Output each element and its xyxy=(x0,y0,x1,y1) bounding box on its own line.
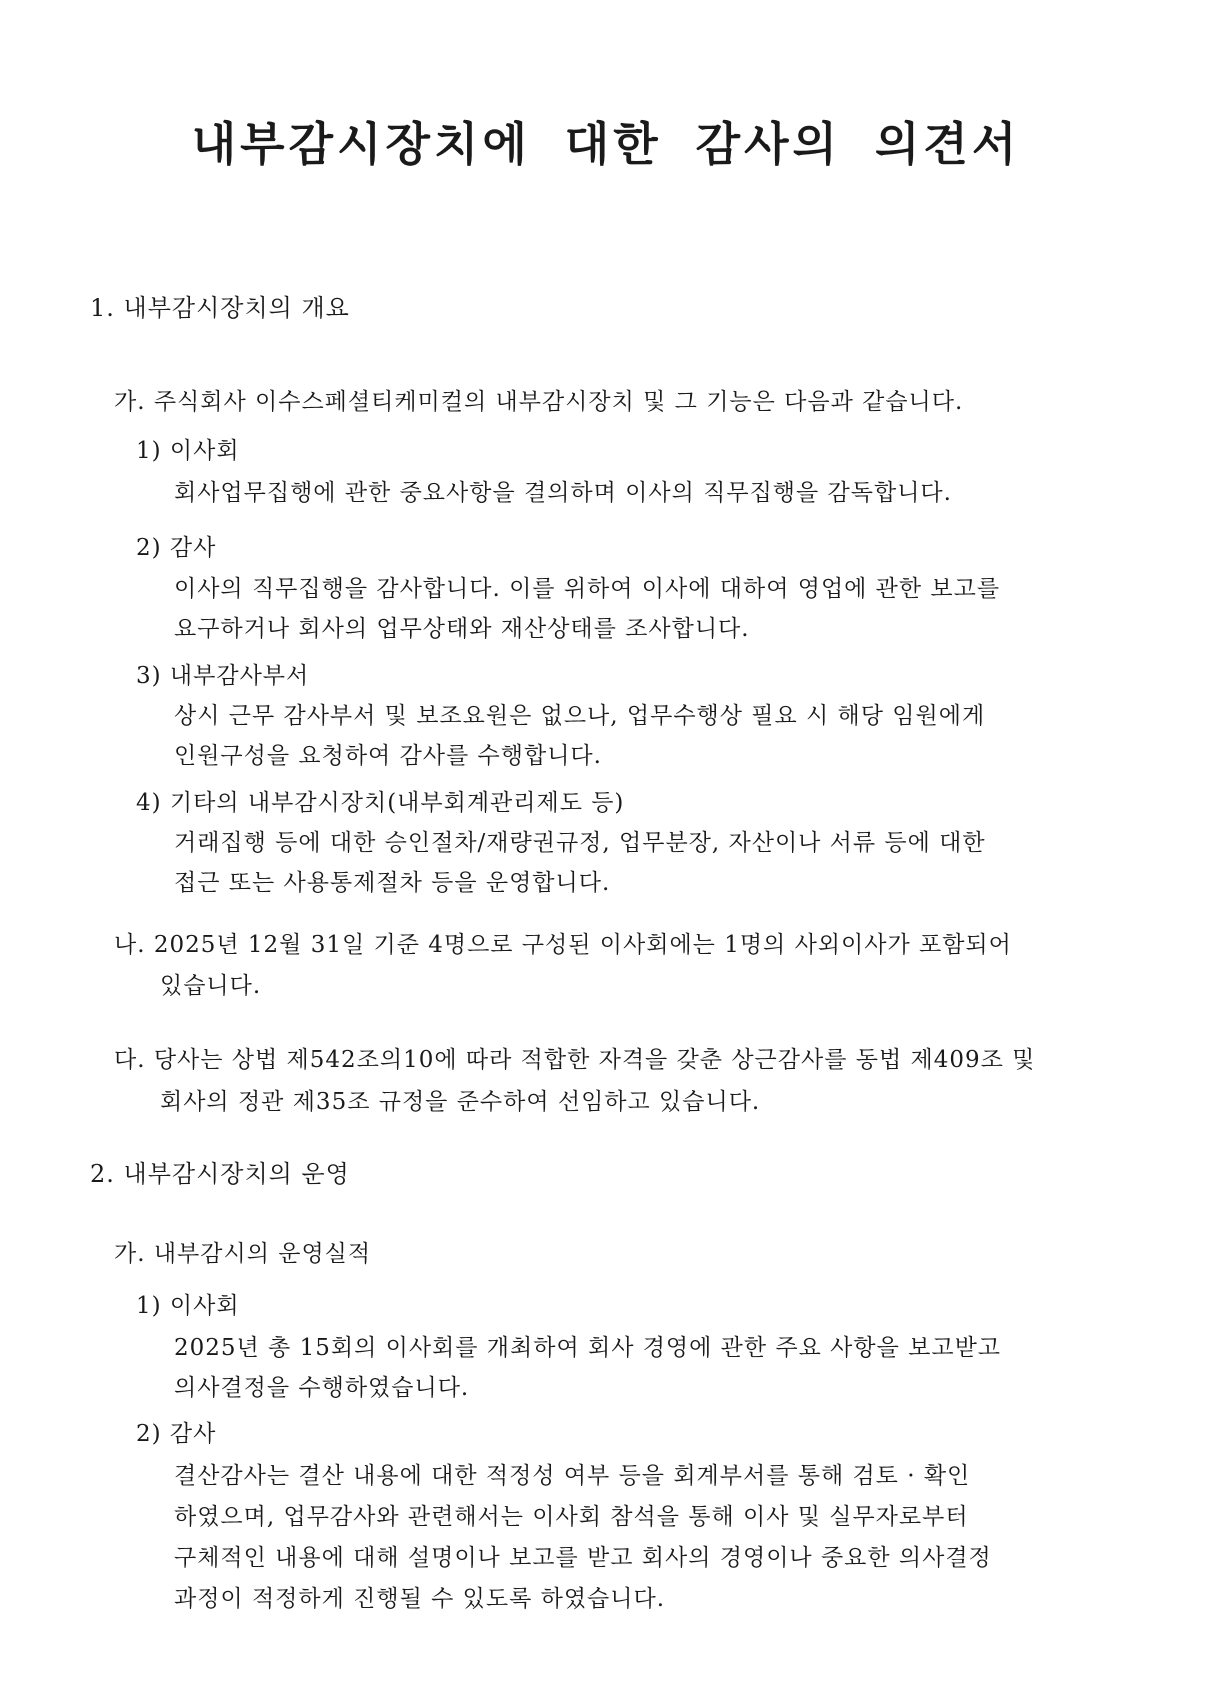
item-text: 인원구성을 요청하여 감사를 수행합니다. xyxy=(174,743,602,769)
clause-text: 회사의 정관 제35조 규정을 준수하여 선임하고 있습니다. xyxy=(160,1089,761,1115)
item-text: 이사의 직무집행을 감사합니다. 이를 위하여 이사에 대하여 영업에 관한 보고를 xyxy=(174,576,1001,602)
section-heading: 2. 내부감시장치의 운영 xyxy=(90,1160,350,1188)
clause-text: 가. 내부감시의 운영실적 xyxy=(114,1241,372,1267)
section-heading: 1. 내부감시장치의 개요 xyxy=(90,294,350,322)
item-label: 1) 이사회 xyxy=(136,1293,240,1319)
item-label: 2) 감사 xyxy=(136,1421,217,1447)
item-text: 결산감사는 결산 내용에 대한 적정성 여부 등을 회계부서를 통해 검토 · 확인 xyxy=(174,1463,971,1489)
item-text: 요구하거나 회사의 업무상태와 재산상태를 조사합니다. xyxy=(174,616,750,642)
item-text: 접근 또는 사용통제절차 등을 운영합니다. xyxy=(174,870,611,896)
item-label: 3) 내부감사부서 xyxy=(136,663,310,689)
clause-text: 다. 당사는 상법 제542조의10에 따라 적합한 자격을 갖춘 상근감사를 동법 제409조 및 xyxy=(114,1047,1036,1073)
item-label: 2) 감사 xyxy=(136,535,217,561)
clause-text: 가. 주식회사 이수스페셜티케미컬의 내부감시장치 및 그 기능은 다음과 같습니다. xyxy=(114,389,964,415)
item-text: 구체적인 내용에 대해 설명이나 보고를 받고 회사의 경영이나 중요한 의사결정 xyxy=(174,1545,992,1571)
item-text: 하였으며, 업무감사와 관련해서는 이사회 참석을 통해 이사 및 실무자로부터 xyxy=(174,1504,969,1530)
clause-text: 나. 2025년 12월 31일 기준 4명으로 구성된 이사회에는 1명의 사외이사가 포함되어 xyxy=(114,932,1012,958)
document-title: 내부감시장치에 대한 감사의 의견서 xyxy=(191,117,1021,171)
item-text: 상시 근무 감사부서 및 보조요원은 없으나, 업무수행상 필요 시 해당 임원에게 xyxy=(174,703,986,729)
item-label: 4) 기타의 내부감시장치(내부회계관리제도 등) xyxy=(136,790,625,816)
item-text: 과정이 적정하게 진행될 수 있도록 하였습니다. xyxy=(174,1586,666,1612)
item-text: 2025년 총 15회의 이사회를 개최하여 회사 경영에 관한 주요 사항을 보고받고 xyxy=(174,1335,1002,1361)
item-text: 의사결정을 수행하였습니다. xyxy=(174,1375,470,1401)
item-label: 1) 이사회 xyxy=(136,438,240,464)
item-text: 회사업무집행에 관한 중요사항을 결의하며 이사의 직무집행을 감독합니다. xyxy=(174,480,952,506)
clause-text: 있습니다. xyxy=(160,973,262,999)
item-text: 거래집행 등에 대한 승인절차/재량권규정, 업무분장, 자산이나 서류 등에 대한 xyxy=(174,830,986,856)
